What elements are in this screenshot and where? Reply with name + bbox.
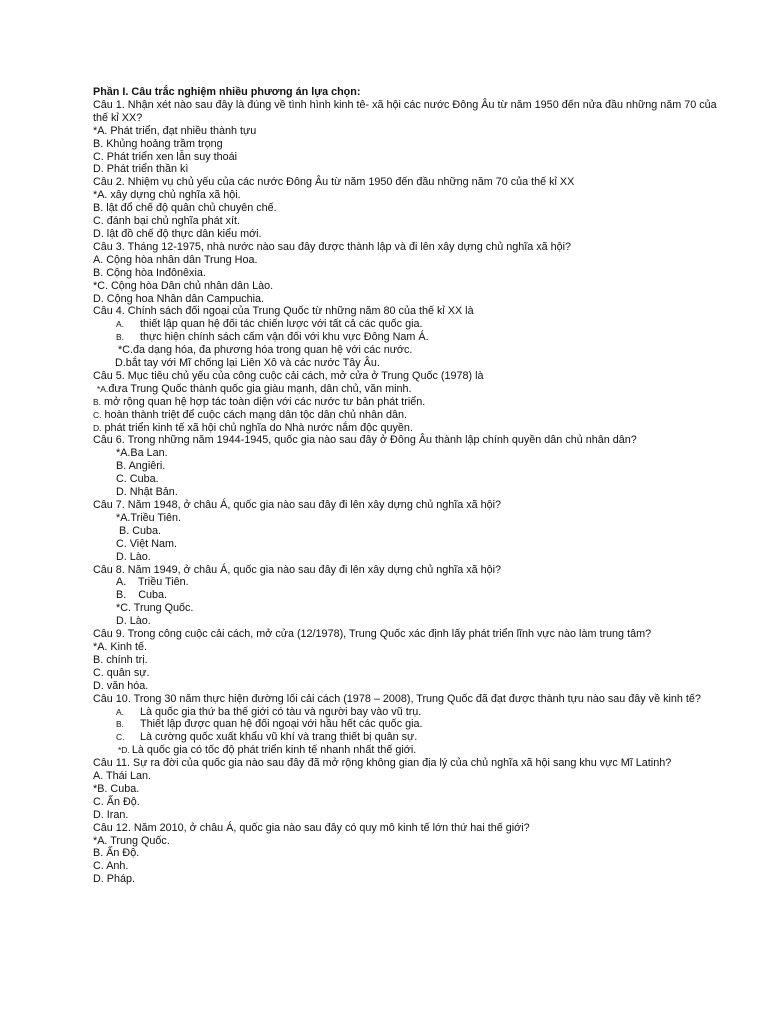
answer-option: *A. Phát triển, đạt nhiều thành tựu — [93, 124, 257, 137]
option-text: đưa Trung Quốc thành quốc gia giàu mạnh, dân chủ, văn minh. — [108, 382, 412, 395]
question-5: Câu 5. Mục tiêu chủ yếu của công cuộc cải cách, mở cửa ở Trung Quốc (1978) là — [93, 369, 484, 382]
answer-option: *C. Cộng hòa Dân chủ nhân dân Lào. — [93, 279, 274, 292]
question-8: Câu 8. Năm 1949, ở châu Á, quốc gia nào sau đây đi lên xây dựng chủ nghĩa xã hội? — [93, 563, 502, 576]
answer-option: *A.Ba Lan. — [116, 447, 168, 460]
question-12: Câu 12. Năm 2010, ở châu Á, quốc gia nào sau đây có quy mô kinh tế lớn thứ hai thế giới? — [93, 821, 530, 834]
answer-option — [93, 731, 723, 744]
answer-option: D. Pháp. — [93, 873, 136, 886]
answer-option — [93, 718, 723, 731]
answer-option: D. Phát triển thần kì — [93, 163, 189, 176]
answer-option — [93, 744, 723, 757]
answer-option: D. lật đồ chế độ thực dân kiểu mới. — [93, 227, 262, 240]
answer-option: B. Angiêri. — [116, 460, 166, 473]
answer-option: D. Lào. — [116, 550, 151, 563]
answer-option: *A. Kinh tế. — [93, 640, 148, 653]
answer-option: C. Ấn Độ. — [93, 795, 140, 808]
answer-option: C. đánh bại chủ nghĩa phát xít. — [93, 215, 241, 228]
option-marker: D. — [93, 422, 102, 433]
question-4: Câu 4. Chính sách đối ngoại của Trung Quốc từ những năm 80 của thế kỉ XX là — [93, 305, 474, 318]
option-text: thực hiện chính sách cấm vận đối với khu vực Đông Nam Á. — [140, 331, 429, 344]
option-marker: *A. — [97, 383, 109, 394]
answer-option — [93, 422, 723, 435]
answer-option: D.bắt tay với Mĩ chống lại Liên Xô và các nước Tây Âu. — [115, 357, 380, 370]
answer-option: B. Cộng hòa Inđônêxia. — [93, 266, 206, 279]
answer-option — [93, 318, 723, 331]
answer-option — [93, 706, 723, 719]
answer-option: C. Cuba. — [116, 473, 159, 486]
answer-option: *C.đa dạng hóa, đa phương hóa trong quan hệ với các nước. — [118, 344, 413, 357]
answer-option: D. Cộng hoa Nhân dân Campuchia. — [93, 292, 265, 305]
answer-option: C. Anh. — [93, 860, 129, 873]
answer-option: B. Khủng hoảng trầm trọng — [93, 137, 223, 150]
answer-option: D. văn hóa. — [93, 679, 149, 692]
question-10: Câu 10. Trong 30 năm thực hiện đường lối cải cách (1978 – 2008), Trung Quốc đã đạt được thành tựu nào sau đây về kinh tế? — [93, 692, 701, 705]
question-6: Câu 6. Trong những năm 1944-1945, quốc gia nào sau đây ở Đông Âu thành lập chính quyền dân chủ nhân dân? — [93, 434, 637, 447]
option-text: Thiết lập được quan hệ đối ngoại với hầu hết các quốc gia. — [140, 718, 423, 731]
question-2: Câu 2. Nhiệm vụ chủ yếu của các nước Đông Âu từ năm 1950 đến đầu những năm 70 của thế kỉ XX — [93, 176, 575, 189]
answer-option: B. Ấn Độ. — [93, 847, 140, 860]
answer-option: B. Cuba. — [116, 524, 162, 537]
option-marker: C. — [116, 732, 125, 743]
question-11: Câu 11. Sự ra đời của quốc gia nào sau đây đã mở rộng không gian địa lý của chủ nghĩa xã hội sang khu vực Mĩ Latinh? — [93, 757, 672, 770]
option-marker: B. — [116, 332, 125, 343]
answer-option — [93, 396, 723, 409]
answer-option: *A.Triều Tiên. — [116, 511, 182, 524]
option-text: Là cường quốc xuất khẩu vũ khí và trang thiết bị quân sự. — [140, 731, 418, 744]
answer-option — [93, 383, 723, 396]
answer-option: D. Lào. — [116, 615, 151, 628]
question-1: Câu 1. Nhận xét nào sau đây là đúng về tình hình kinh tê- xã hội các nước Đông Âu từ năm 1950 đến nửa đầu những năm 70 của thế kỉ XX? — [93, 98, 717, 124]
answer-option: *B. Cuba. — [93, 782, 140, 795]
answer-option: D. Iran. — [93, 808, 129, 821]
document-page — [93, 86, 723, 886]
answer-option: C. Việt Nam. — [116, 537, 178, 550]
section-heading: Phần I. Câu trắc nghiệm nhiều phương án lựa chọn: — [93, 86, 361, 98]
option-marker: C. — [93, 409, 102, 420]
answer-option: *C. Trung Quốc. — [116, 602, 194, 615]
option-marker: *D. — [118, 745, 130, 756]
answer-option: *A. xây dựng chủ nghĩa xã hội. — [93, 189, 241, 202]
question-7: Câu 7. Năm 1948, ở châu Á, quốc gia nào sau đây đi lên xây dựng chủ nghĩa xã hội? — [93, 499, 502, 511]
question-9: Câu 9. Trong công cuộc cải cách, mở cửa (12/1978), Trung Quốc xác định lấy phát triển lĩnh vực nào làm trung tâm? — [93, 628, 652, 641]
option-text: hoàn thành triệt để cuộc cách mạng dân tộc dân chủ nhân dân. — [104, 408, 408, 421]
option-text: thiết lập quan hệ đối tác chiến lược với tất cả các quốc gia. — [140, 318, 423, 331]
answer-option: C. Phát triển xen lẫn suy thoái — [93, 150, 238, 163]
answer-option — [93, 331, 723, 344]
answer-option: A. Cộng hòa nhân dân Trung Hoa. — [93, 253, 258, 266]
answer-option — [93, 409, 723, 422]
answer-option: *A. Trung Quốc. — [93, 834, 170, 847]
option-marker: B. — [93, 396, 102, 407]
answer-option: B. lật đổ chế độ quân chủ chuyên chế. — [93, 202, 277, 215]
option-text: phát triển kinh tế xã hội chủ nghĩa do Nhà nước nắm độc quyền. — [104, 421, 413, 434]
answer-option: A. Thái Lan. — [93, 770, 152, 783]
answer-option: C. quân sự. — [93, 666, 150, 679]
answer-option: D. Nhật Bản. — [116, 486, 178, 499]
answer-option: B. Cuba. — [116, 589, 168, 602]
option-marker: A. — [116, 319, 125, 330]
answer-option: A. Triều Tiên. — [116, 576, 189, 589]
answer-option: B. chính trị. — [93, 653, 148, 666]
option-marker: A. — [116, 706, 125, 717]
option-text: Là quốc gia thứ ba thế giới có tàu và người bay vào vũ trụ. — [140, 705, 422, 718]
option-text: Là quốc gia có tốc độ phát triển kinh tế nhanh nhất thế giới. — [131, 744, 417, 757]
question-3: Câu 3. Tháng 12-1975, nhà nước nào sau đây được thành lập và đi lên xây dựng chủ nghĩa xã hội? — [93, 240, 572, 253]
option-marker: B. — [116, 719, 125, 730]
option-text: mở rộng quan hệ hợp tác toàn diện với các nước tư bản phát triển. — [104, 395, 426, 408]
